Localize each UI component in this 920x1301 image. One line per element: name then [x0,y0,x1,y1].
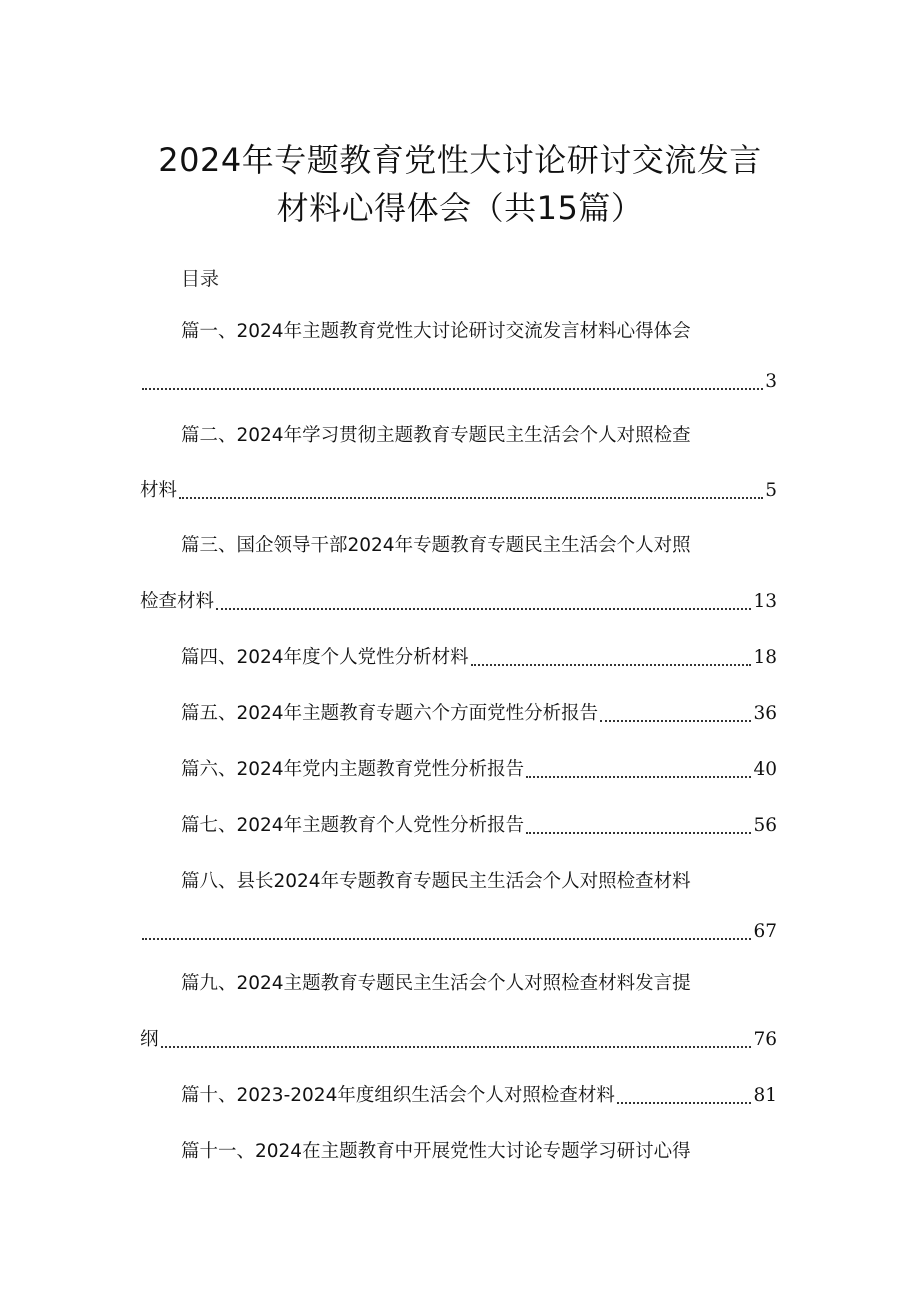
toc-entry-5-page: 36 [753,703,777,724]
toc-entry-8-title[interactable]: 篇八、县长2024年专题教育专题民主生活会个人对照检查材料 [181,871,691,892]
toc-entry-8-page: 67 [753,921,777,942]
toc-entry-3-page: 13 [753,591,777,612]
toc-entry-1-leader[interactable] [140,368,777,396]
toc-entry-10[interactable] [181,1082,777,1110]
dot-leader [216,602,751,610]
toc-entry-2-leader[interactable] [140,477,777,505]
toc-entry-9-leader[interactable] [140,1026,777,1054]
toc-entry-7[interactable] [181,812,777,840]
toc-entry-1-page: 3 [765,371,777,392]
toc-entry-2-cont: 材料 [140,480,178,501]
dot-leader [600,714,751,722]
dot-leader [617,1096,752,1104]
toc-entry-6[interactable] [181,756,777,784]
toc-entry-7-page: 56 [753,815,777,836]
toc-entry-4[interactable] [181,644,777,672]
toc-entry-4-title: 篇四、2024年度个人党性分析材料 [181,647,469,668]
toc-entry-9-title[interactable]: 篇九、2024主题教育专题民主生活会个人对照检查材料发言提 [181,973,691,994]
toc-entry-2-title[interactable]: 篇二、2024年学习贯彻主题教育专题民主生活会个人对照检查 [181,425,691,446]
toc-entry-5-title: 篇五、2024年主题教育专题六个方面党性分析报告 [181,703,599,724]
document-title [120,136,800,232]
dot-leader [526,770,751,778]
toc-entry-7-title: 篇七、2024年主题教育个人党性分析报告 [181,815,525,836]
dot-leader [526,826,751,834]
toc-entry-8-leader[interactable] [140,918,777,946]
dot-leader [142,382,763,390]
toc-entry-3-cont: 检查材料 [140,591,215,612]
toc-entry-2-page: 5 [765,480,777,501]
toc-entry-11-title[interactable]: 篇十一、2024在主题教育中开展党性大讨论专题学习研讨心得 [181,1141,691,1162]
toc-entry-10-title: 篇十、2023-2024年度组织生活会个人对照检查材料 [181,1085,615,1106]
toc-entry-6-title: 篇六、2024年党内主题教育党性分析报告 [181,759,525,780]
dot-leader [471,658,752,666]
toc-entry-4-page: 18 [753,647,777,668]
toc-entry-9-page: 76 [753,1029,777,1050]
dot-leader [142,932,751,940]
title-line-1: 2024年专题教育党性大讨论研讨交流发言 [158,141,762,179]
title-line-2: 材料心得体会（共15篇） [276,189,644,227]
toc-entry-6-page: 40 [753,759,777,780]
toc-entry-3-leader[interactable] [140,588,777,616]
toc-heading: 目录 [181,268,220,290]
toc-entry-10-page: 81 [753,1085,777,1106]
dot-leader [161,1040,752,1048]
toc-entry-9-cont: 纲 [140,1029,159,1050]
toc-entry-1-title[interactable]: 篇一、2024年主题教育党性大讨论研讨交流发言材料心得体会 [181,321,691,342]
toc-entry-3-title[interactable]: 篇三、国企领导干部2024年专题教育专题民主生活会个人对照 [181,535,691,556]
toc-entry-5[interactable] [181,700,777,728]
dot-leader [179,491,763,499]
